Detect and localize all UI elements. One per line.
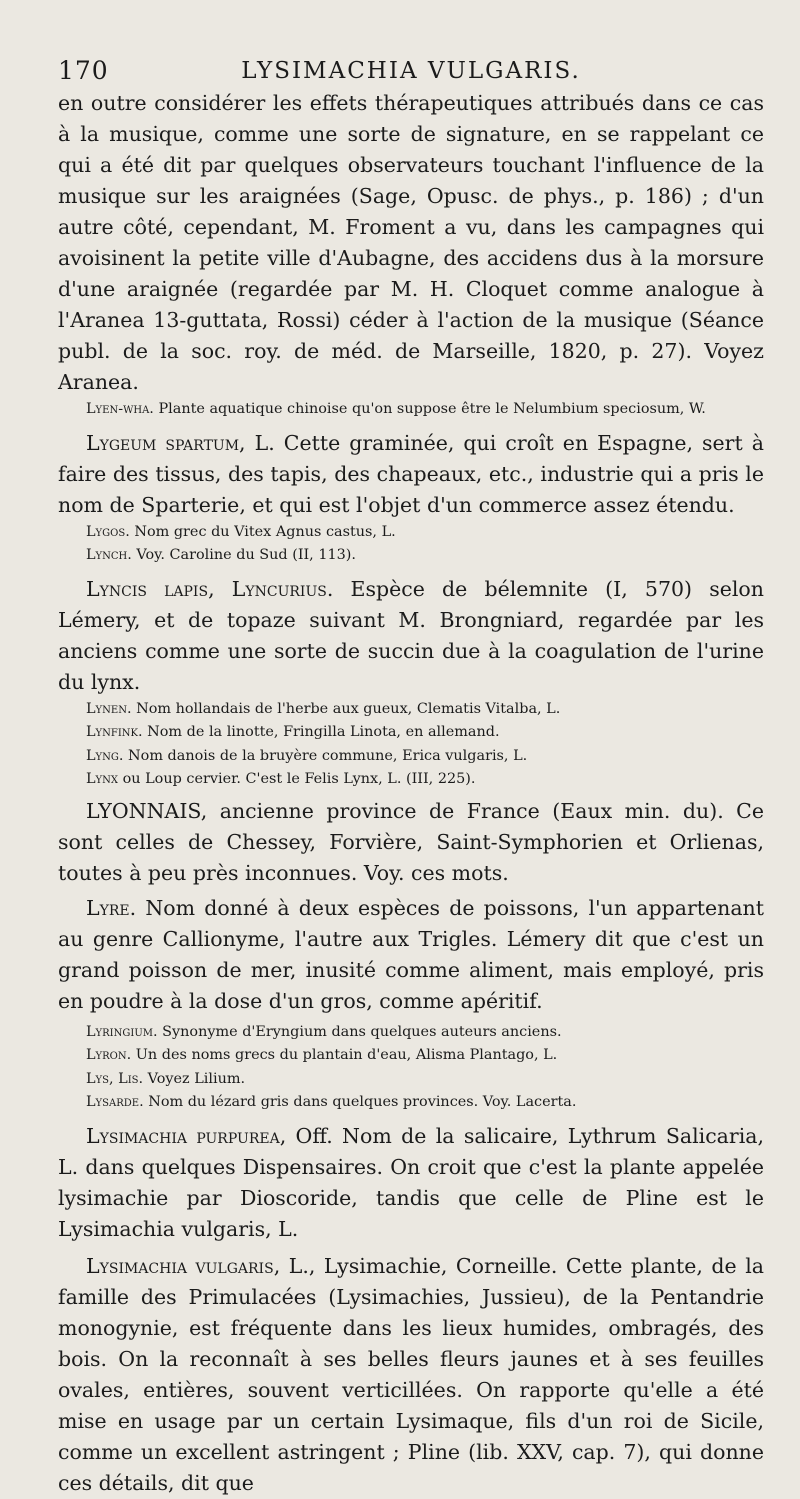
entry-headword: Lynfink. [86, 724, 143, 740]
entry-text: Plante aquatique chinoise qu'on suppose être le Nelumbium speciosum, W. [153, 401, 706, 417]
entry-headword: Lysarde. [86, 1094, 144, 1110]
entry-text: Nom danois de la bruyère commune, Erica vulgaris, L. [123, 747, 528, 764]
entry-text: Voy. Caroline du Sud (II, 113). [131, 547, 356, 563]
entry-headword: Lyncis lapis [86, 576, 209, 601]
entry-lysarde [58, 1091, 764, 1115]
entry-text: Nom de la linotte, Fringilla Linota, en allemand. [142, 724, 500, 740]
entry-lynfink [58, 721, 764, 745]
entry-text: Espèce de bélemnite (I, 570) selon Lémery, et de topaze suivant M. Brongniard, regardée par les anciens comme une sorte de succin due à la coagulation de l'urine du lynx. [58, 576, 764, 694]
entry-headword: LYONNAIS [86, 798, 201, 823]
entry-text: , L., Lysimachie, Corneille. Cette plante, de la famille des Primulacées (Lysimachies, Jussieu), de la Pentandrie monogynie, est fréquente dans les lieux humides, ombragés, des bois. On la reconnaît à ses belles fleurs jaunes et à ses feuilles ovales, entières, souvent verticillées. On rapporte qu'elle a été mise en usage par un certain Lysimaque, fils d'un roi de Sicile, comme un excellent astringent ; Pline (lib. XXV, cap. 7), qui donne ces détails, dit que [58, 1253, 764, 1495]
entry-lyen-wha [58, 398, 764, 422]
page-body [58, 88, 764, 1499]
entry-lysimachia-vulgaris [58, 1251, 764, 1499]
entry-headword-2: Lyncurius. [231, 576, 334, 601]
entry-lysimachia-purpurea [58, 1121, 764, 1245]
entry-text: Nom donné à deux espèces de poissons, l'un appartenant au genre Callionyme, l'autre aux Trigles. Lémery dit que c'est un grand poisson de mer, inusité comme aliment, mais employé, pris en poudre à la dose d'un gros, comme apéritif. [58, 895, 764, 1013]
entry-lyron [58, 1044, 764, 1068]
entry-text: Synonyme d'Eryngium dans quelques auteurs anciens. [157, 1023, 562, 1040]
entry-lygos [58, 521, 764, 545]
entry-lygeum-spartum [58, 428, 764, 521]
entry-text: Nom du lézard gris dans quelques provinces. Voy. Lacerta. [143, 1094, 577, 1110]
running-title: LYSIMACHIA VULGARIS. [241, 58, 581, 84]
entry-lynen [58, 698, 764, 722]
entry-text: ou Loup cervier. C'est le Felis Lynx, L. (III, 225). [118, 771, 476, 787]
entry-separator: , [208, 576, 232, 601]
entry-lynx [58, 768, 764, 792]
entry-headword: Lygeum spartum [86, 430, 240, 455]
entry-lyringium [58, 1021, 764, 1045]
entry-headword: Lynx [86, 771, 119, 787]
entry-text: Nom grec du Vitex Agnus castus, L. [129, 523, 396, 540]
continued-paragraph: en outre considérer les effets thérapeutiques attribués dans ce cas à la musique, comme une sorte de signature, en se rappelant ce qui a été dit par quelques observateurs touchant l'influence de la musique sur les araignées (Sage, Opusc. de phys., p. 186) ; d'un autre côté, cependant, M. Froment a vu, dans les campagnes qui avoisinent la petite ville d'Aubagne, des accidens dus à la morsure d'une araignée (regardée par M. H. Cloquet comme analogue à l'Aranea 13-guttata, Rossi) céder à l'action de la musique (Séance publ. de la soc. roy. de méd. de Marseille, 1820, p. 27). Voyez Aranea. [58, 91, 764, 394]
entry-lyonnais [58, 796, 764, 889]
entry-lys [58, 1068, 764, 1092]
entry-text: , L. Cette graminée, qui croît en Espagne, sert à faire des tissus, des tapis, des chapeaux, etc., industrie qui a pris le nom de Sparterie, et qui est l'objet d'un commerce assez étendu. [58, 430, 764, 517]
entry-text: , Off. Nom de la salicaire, Lythrum Salicaria, L. dans quelques Dispensaires. On croit que c'est la plante appelée lysimachie par Dioscoride, tandis que celle de Pline est le Lysimachia vulgaris, L. [58, 1123, 764, 1241]
entry-headword: Lyre. [86, 895, 137, 920]
entry-headword: Lygos. [86, 523, 130, 540]
entry-lynch [58, 544, 764, 568]
entry-headword: Lyron. [86, 1047, 132, 1063]
entry-text: , ancienne province de France (Eaux min. du). Ce sont celles de Chessey, Forvière, Saint-Symphorien et Orlienas, toutes à peu près inconnues. Voy. ces mots. [58, 798, 764, 885]
entry-headword: Lynch. [86, 547, 132, 563]
entry-headword: Lyng. [86, 747, 124, 764]
entry-headword: Lysimachia vulgaris [86, 1253, 274, 1278]
entry-headword: Lysimachia purpurea [86, 1123, 280, 1148]
entry-lyre [58, 893, 764, 1017]
entry-text: Un des noms grecs du plantain d'eau, Alisma Plantago, L. [131, 1047, 558, 1063]
entry-lyng [58, 745, 764, 769]
entry-headword: Lyringium. [86, 1023, 158, 1040]
page-header [58, 48, 764, 88]
entry-text: Nom hollandais de l'herbe aux gueux, Clematis Vitalba, L. [131, 700, 561, 717]
entry-text: Voyez Lilium. [143, 1070, 246, 1087]
entry-headword: Lys, Lis. [86, 1070, 144, 1087]
entry-headword: Lyen-wha. [86, 401, 154, 417]
entry-lyncis-lapis [58, 574, 764, 698]
entry-headword: Lynen. [86, 700, 132, 717]
page-number: 170 [58, 56, 109, 85]
